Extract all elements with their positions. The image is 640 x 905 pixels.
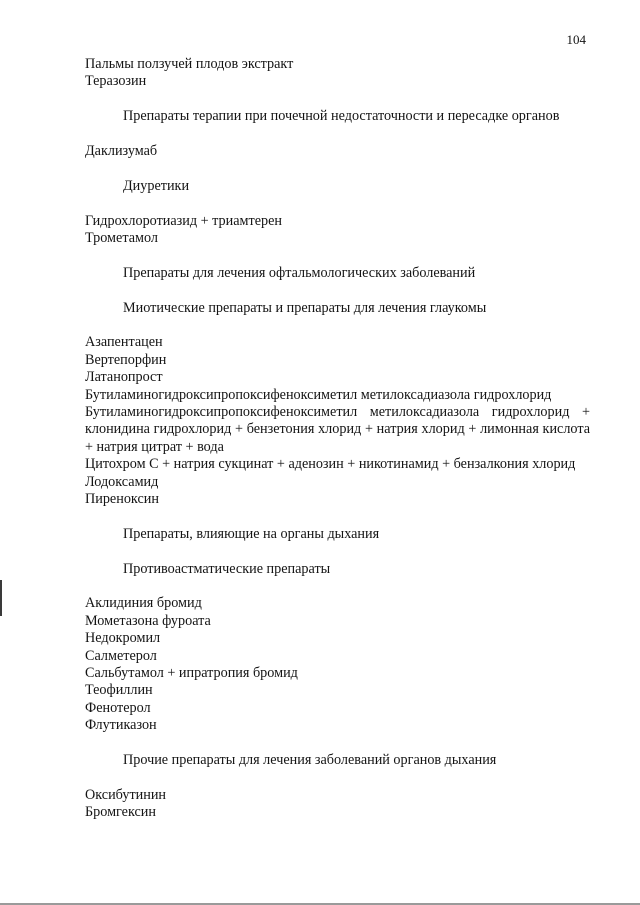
list-item: Салметерол [85, 647, 157, 664]
list-item: Оксибутинин [85, 786, 167, 803]
document-body [85, 56, 590, 822]
list-item: Сальбутамол + ипратропия бромид [85, 665, 298, 682]
section-heading: Миотические препараты и препараты для лечения глаукомы [123, 299, 487, 316]
section-heading: Препараты терапии при почечной недостаточности и пересадке органов [123, 108, 560, 125]
list-item: Теофиллин [85, 682, 153, 699]
list-item: Даклизумаб [85, 143, 158, 159]
section-heading: Препараты, влияющие на органы дыхания [123, 525, 380, 542]
list-item: Трометамол [85, 230, 158, 246]
section-heading: Противоастматические препараты [123, 560, 331, 577]
page-number: 104 [566, 32, 586, 47]
list-item: Пальмы ползучей плодов экстракт [85, 56, 294, 72]
list-item: Мометазона фуроата [85, 612, 211, 629]
list-item: Теразозин [85, 73, 147, 90]
list-item: Цитохром С + натрия сукцинат + аденозин + никотинамид + бензалкония хлорид [85, 456, 576, 473]
list-item: Гидрохлоротиазид + триамтерен [85, 212, 282, 229]
list-item: Бутиламиногидроксипропоксифеноксиметил метилоксадиазола гидрохлорид [85, 386, 552, 403]
list-item: Фенотерол [85, 699, 151, 716]
list-item: Флутиказон [85, 717, 157, 734]
section-heading: Диуретики [123, 177, 190, 194]
list-item: Пиреноксин [85, 491, 159, 508]
section-heading: Препараты для лечения офтальмологических заболеваний [123, 264, 476, 281]
list-item: Азапентацен [85, 334, 163, 351]
list-item: Недокромил [85, 630, 161, 647]
list-item: Вертепорфин [85, 351, 167, 368]
list-item: Бутиламиногидроксипропоксифеноксиметил метилоксадиазола гидрохлорид + клонидина гидрохлорид + бензетония хлорид + натрия хлорид + лимонная кислота + натрия цитрат + вода [85, 404, 590, 455]
section-heading: Прочие препараты для лечения заболеваний органов дыхания [123, 752, 497, 769]
scan-edge-mark [0, 580, 2, 616]
list-item: Бромгексин [85, 804, 156, 821]
list-item: Лодоксамид [85, 473, 159, 490]
list-item: Латанопрост [85, 369, 163, 386]
list-item: Аклидиния бромид [85, 595, 202, 612]
